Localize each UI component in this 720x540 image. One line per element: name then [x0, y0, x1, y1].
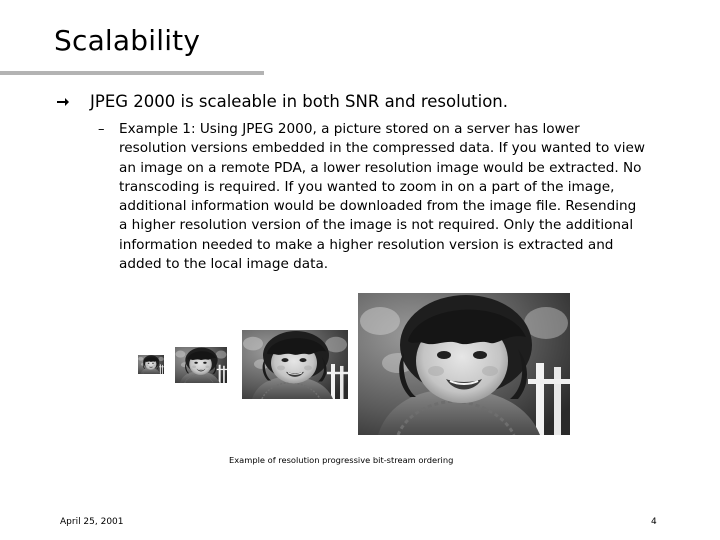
example-line: a higher resolution version of the image is not required. Only the additional — [119, 217, 634, 234]
sub-bullet-dash: – — [98, 122, 105, 137]
example-line: transcoding is required. If you wanted to zoom in on a part of the image, — [119, 178, 615, 195]
child-photo-medium — [242, 330, 348, 399]
child-photo-smallest — [138, 355, 164, 374]
child-photo-small — [175, 347, 227, 383]
example-line: Example 1: Using JPEG 2000, a picture stored on a server has lower — [119, 121, 580, 137]
title-underline — [0, 71, 264, 75]
example-line: additional information would be downloaded from the image file. Resending — [119, 198, 637, 215]
example-line: resolution versions embedded in the compressed data. If you wanted to view — [119, 140, 645, 157]
arrow-right-icon — [56, 96, 70, 108]
example-paragraph — [119, 120, 679, 274]
example-line: added to the local image data. — [119, 256, 329, 273]
bullet-text: JPEG 2000 is scaleable in both SNR and resolution. — [90, 92, 509, 111]
example-line: information needed to make a higher resolution version is extracted and — [119, 236, 614, 253]
example-line: an image on a remote PDA, a lower resolution image would be extracted. No — [119, 159, 642, 176]
child-photo-large — [358, 293, 570, 435]
footer-date: April 25, 2001 — [60, 517, 124, 527]
page-number: 4 — [651, 517, 657, 527]
slide-title: Scalability — [54, 24, 201, 57]
figure-caption: Example of resolution progressive bit-stream ordering — [229, 455, 454, 465]
